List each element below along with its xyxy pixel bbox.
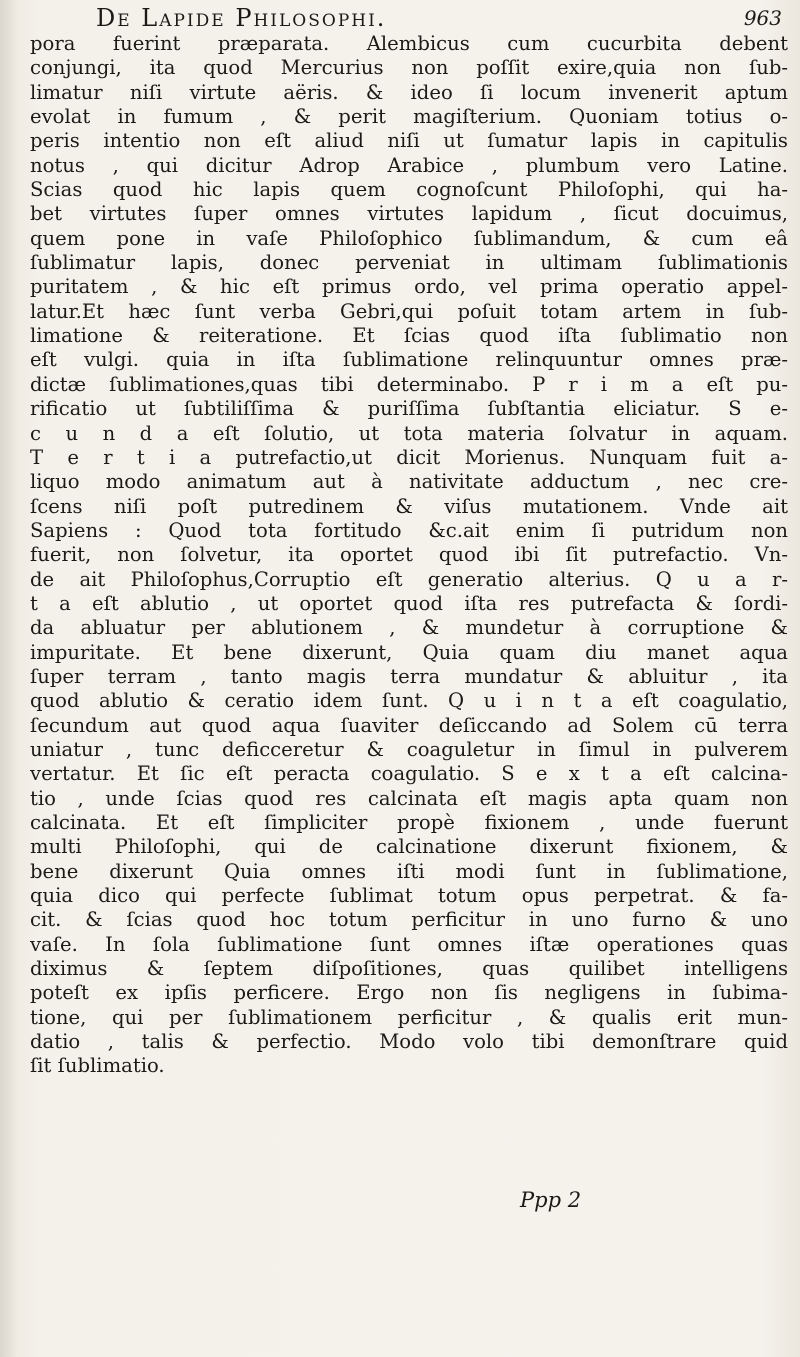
text-line: evolat in fumum , & perit magiſterium. Quoniam totius o- — [30, 105, 788, 129]
text-line: Sapiens : Quod tota fortitudo &c.ait enim ſi putridum non — [30, 518, 788, 542]
text-line: vaſe. In ſola ſublimatione ſunt omnes iſtæ operationes quas — [30, 932, 788, 956]
text-line: diximus & ſeptem diſpoſitiones, quas quilibet intelligens — [30, 957, 788, 981]
text-line: liquo modo animatum aut à nativitate adductum , nec cre- — [30, 470, 788, 494]
text-line: ſcens niſi poſt putredinem & viſus mutationem. Vnde ait — [30, 494, 788, 518]
text-line: bet virtutes ſuper omnes virtutes lapidum , ſicut docuimus, — [30, 202, 788, 226]
text-line: ſecundum aut quod aqua ſuaviter deſiccando ad Solem cū terra — [30, 713, 788, 737]
text-line: notus , qui dicitur Adrop Arabice , plumbum vero Latine. — [30, 153, 788, 177]
text-line: bene dixerunt Quia omnes iſti modi ſunt in ſublimatione, — [30, 859, 788, 883]
text-line: conjungi, ita quod Mercurius non poſſit exire,quia non ſub- — [30, 56, 788, 80]
text-line: de ait Philoſophus,Corruptio eſt generatio alterius. Q u a r- — [30, 567, 788, 591]
text-line: tio , unde ſcias quod res calcinata eſt magis apta quam non — [30, 786, 788, 810]
text-line: limatur niſi virtute aëris. & ideo ſi locum invenerit aptum — [30, 80, 788, 104]
text-line: dictæ ſublimationes,quas tibi determinabo. P r i m a eſt pu- — [30, 372, 788, 396]
text-line: uniatur , tunc deficceretur & coaguletur in ſimul in pulverem — [30, 737, 788, 761]
text-line: fuerit, non ſolvetur, ita oportet quod ibi ſit putrefactio. Vn- — [30, 543, 788, 567]
text-line: Scias quod hic lapis quem cognoſcunt Philoſophi, qui ha- — [30, 178, 788, 202]
text-line: ſit ſublimatio. — [30, 1054, 165, 1078]
body-text — [30, 32, 788, 1079]
text-line: pora fuerint præparata. Alembicus cum cucurbita debent — [30, 32, 788, 55]
page-footer — [520, 1188, 680, 1218]
text-line: quia dico qui perfecte ſublimat totum opus perpetrat. & fa- — [30, 884, 788, 908]
text-line: quem pone in vaſe Philoſophico ſublimandum, & cum eâ — [30, 226, 788, 250]
text-line: peris intentio non eſt aliud niſi ut ſumatur lapis in capitulis — [30, 129, 788, 153]
text-line: da abluatur per ablutionem , & mundetur à corruptione & — [30, 616, 788, 640]
text-line: ſublimatur lapis, donec perveniat in ultimam ſublimationis — [30, 251, 788, 275]
text-line: multi Philoſophi, qui de calcinatione dixerunt fixionem, & — [30, 835, 788, 859]
binding-shadow — [0, 0, 18, 1357]
text-line: impuritate. Et bene dixerunt, Quia quam diu manet aqua — [30, 640, 788, 664]
signature-mark: Ppp 2 — [520, 1188, 582, 1212]
page-header — [96, 4, 796, 32]
text-line: cit. & ſcias quod hoc totum perficitur in uno furno & uno — [30, 908, 788, 932]
text-line: rificatio ut ſubtiliſſima & puriſſima ſubſtantia eliciatur. S e- — [30, 397, 788, 421]
text-line: limatione & reiteratione. Et ſcias quod iſta ſublimatio non — [30, 324, 788, 348]
page-number: 963 — [743, 6, 782, 30]
text-line: T e r t i a putrefactio,ut dicit Morienus. Nunquam fuit a- — [30, 445, 788, 469]
text-line: t a eſt ablutio , ut oportet quod iſta res putrefacta & ſordi- — [30, 591, 788, 615]
text-line: eſt vulgi. quia in iſta ſublimatione relinquuntur omnes præ- — [30, 348, 788, 372]
text-line: tione, qui per ſublimationem perficitur , & qualis erit mun- — [30, 1005, 788, 1029]
text-line: ſuper terram , tanto magis terra mundatur & abluitur , ita — [30, 664, 788, 688]
text-line: datio , talis & perfectio. Modo volo tibi demonſtrare quid — [30, 1030, 788, 1054]
text-line: vertatur. Et ſic eſt peracta coagulatio. S e x t a eſt calcina- — [30, 762, 788, 786]
text-line: quod ablutio & ceratio idem ſunt. Q u i n t a eſt coagulatio, — [30, 689, 788, 713]
text-line: calcinata. Et eſt ſimpliciter propè fixionem , unde fuerunt — [30, 811, 788, 834]
running-title: De Lapide Philosophi. — [96, 4, 387, 32]
text-line: puritatem , & hic eſt primus ordo, vel prima operatio appel- — [30, 275, 788, 299]
text-line: c u n d a eſt ſolutio, ut tota materia ſolvatur in aquam. — [30, 421, 788, 445]
text-line: latur.Et hæc ſunt verba Gebri,qui poſuit totam artem in ſub- — [30, 299, 788, 323]
text-line: poteſt ex ipſis perficere. Ergo non ſis negligens in ſubima- — [30, 981, 788, 1005]
